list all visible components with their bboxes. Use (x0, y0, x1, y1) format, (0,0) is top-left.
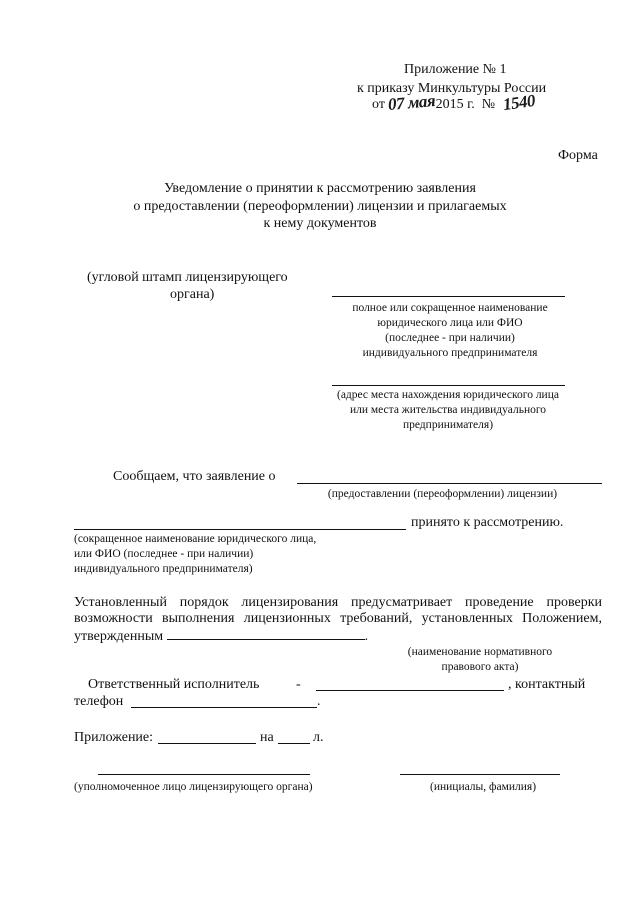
phone-line (131, 707, 317, 708)
attachment-on-label: на (260, 730, 274, 745)
initials-line (400, 774, 560, 775)
number-label: № (481, 97, 496, 112)
recipient-address-hint-3: предпринимателя) (402, 419, 494, 431)
applicant-name-line (74, 529, 406, 530)
inform-hint: (предоставлении (переоформлении) лицензии) (327, 488, 558, 500)
form-label: Форма (558, 148, 598, 163)
inform-text: Сообщаем, что заявление о (113, 469, 276, 484)
date-prefix: от (372, 97, 385, 112)
attachment-label: Приложение: (74, 730, 154, 745)
applicant-hint-2: или ФИО (последнее - при наличии) (74, 548, 254, 560)
official-signature-line (98, 774, 310, 775)
recipient-name-line (332, 296, 565, 297)
executor-dash: - (296, 677, 301, 692)
stamp-line-1: (угловой штамп лицензирующего (87, 270, 288, 285)
procedure-paragraph (74, 595, 602, 645)
recipient-name-hint-2: юридического лица или ФИО (377, 317, 523, 329)
recipient-name-hint-3: (последнее - при наличии) (385, 332, 515, 344)
sheets-label: л. (313, 730, 324, 745)
act-hint-2: правового акта) (441, 661, 519, 673)
appendix-date-line (372, 90, 536, 115)
handwritten-order-number: 1540 (501, 90, 536, 115)
phone-label: телефон (74, 694, 124, 709)
title-line-1: Уведомление о принятии к рассмотрению заявления (164, 181, 476, 196)
recipient-address-hint-2: или места жительства индивидуального (349, 404, 547, 416)
recipient-name-hint-4: индивидуального предпринимателя (362, 347, 538, 359)
act-hint-1: (наименование нормативного (407, 646, 553, 658)
application-type-line (297, 483, 602, 484)
applicant-hint-1: (сокращенное наименование юридического лица, (74, 533, 317, 545)
date-suffix: 2015 г. (435, 97, 475, 112)
phone-end: . (317, 694, 321, 709)
recipient-address-line (332, 385, 565, 386)
appendix-number: Приложение № 1 (404, 62, 507, 77)
executor-contact: , контактный (508, 677, 586, 692)
executor-label: Ответственный исполнитель (88, 677, 260, 692)
handwritten-date: 07 мая (387, 90, 437, 115)
recipient-address-hint-1: (адрес места нахождения юридического лица (337, 389, 559, 401)
procedure-end: . (364, 629, 369, 644)
title-line-2: о предоставлении (переоформлении) лицензии и прилагаемых (133, 199, 507, 214)
accepted-text: принято к рассмотрению. (411, 515, 564, 530)
normative-act-line (167, 627, 365, 640)
procedure-text: Установленный порядок лицензирования предусматривает проведение проверки возможности выполнения лицензионных требований, установленных Положением, утвержденным (74, 595, 602, 644)
recipient-name-hint-1: полное или сокращенное наименование (352, 302, 548, 314)
executor-name-line (316, 690, 504, 691)
stamp-line-2: органа) (170, 287, 215, 302)
appendix-order: к приказу Минкультуры России (357, 81, 547, 96)
applicant-hint-3: индивидуального предпринимателя) (74, 563, 253, 575)
official-hint: (уполномоченное лицо лицензирующего органа) (74, 781, 313, 793)
initials-hint: (инициалы, фамилия) (430, 781, 537, 793)
sheets-count-line (278, 743, 310, 744)
attachment-line (158, 743, 256, 744)
title-line-3: к нему документов (263, 216, 377, 231)
